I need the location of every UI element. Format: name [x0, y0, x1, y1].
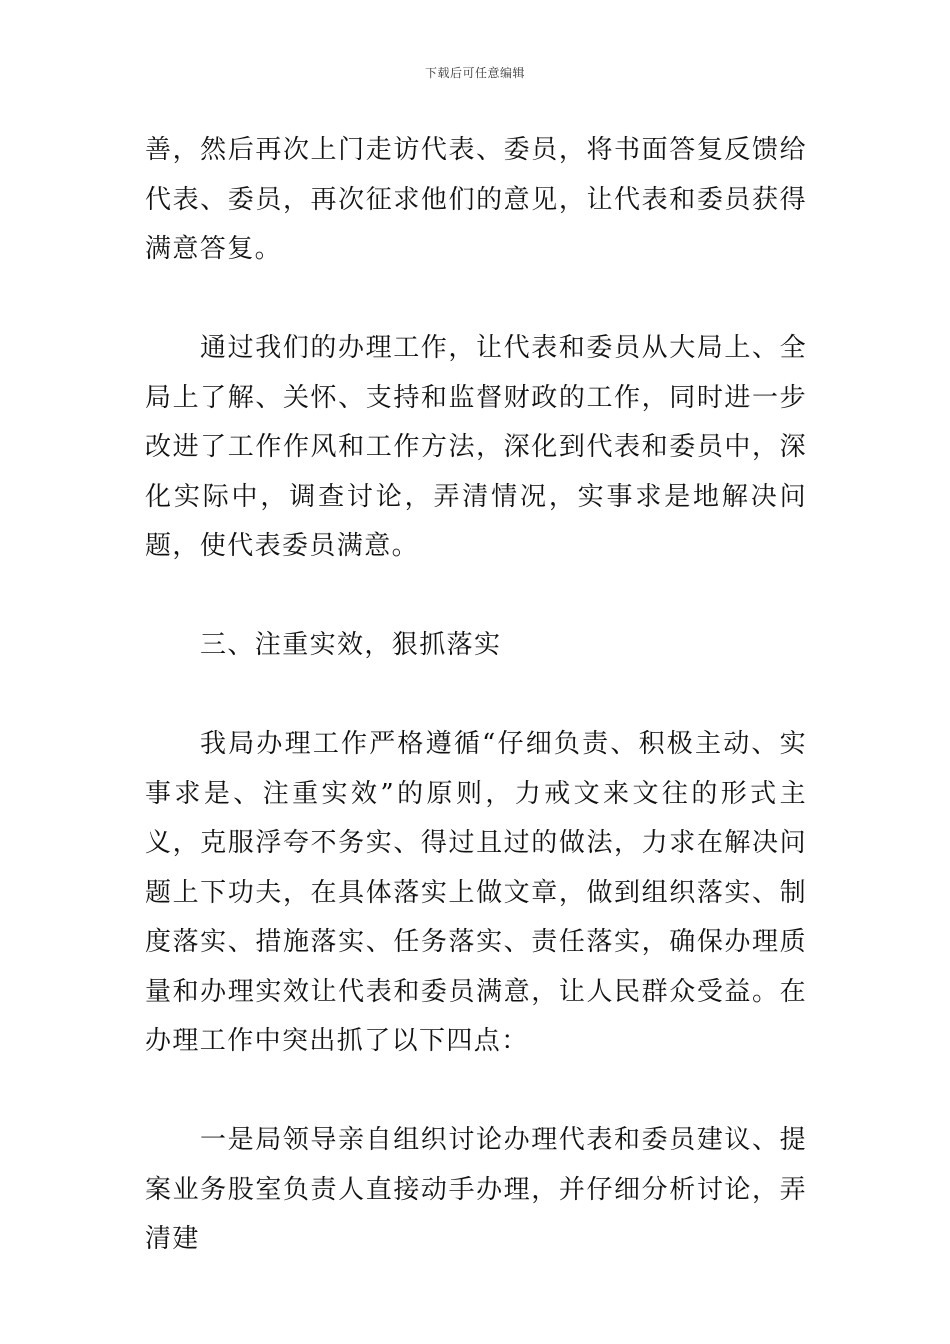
paragraph-point-one: 一是局领导亲自组织讨论办理代表和委员建议、提案业务股室负责人直接动手办理，并仔细分析讨论，弄清建	[145, 1125, 807, 1254]
paragraph-principles: 我局办理工作严格遵循“仔细负责、积极主动、实事求是、注重实效”的原则，力戒文来文往的形式主义，克服浮夸不务实、得过且过的做法，力求在解决问题上下功夫，在具体落实上做文章，做到组织落实、制度落实、措施落实、任务落实、责任落实，确保办理质量和办理实效让代表和委员满意，让人民群众受益。在办理工作中突出抓了以下四点：	[145, 729, 807, 1056]
document-body	[145, 126, 807, 1265]
section-heading: 三、注重实效，狠抓落实	[200, 630, 502, 660]
paragraph-continuation: 善，然后再次上门走访代表、委员，将书面答复反馈给代表、委员，再次征求他们的意见，让代表和委员获得满意答复。	[145, 135, 807, 264]
page-header: 下载后可任意编辑	[424, 66, 525, 80]
paragraph-work-results: 通过我们的办理工作，让代表和委员从大局上、全局上了解、关怀、支持和监督财政的工作，同时进一步改进了工作作风和工作方法，深化到代表和委员中，深化实际中，调查讨论，弄清情况，实事求是地解决问题，使代表委员满意。	[145, 333, 807, 561]
